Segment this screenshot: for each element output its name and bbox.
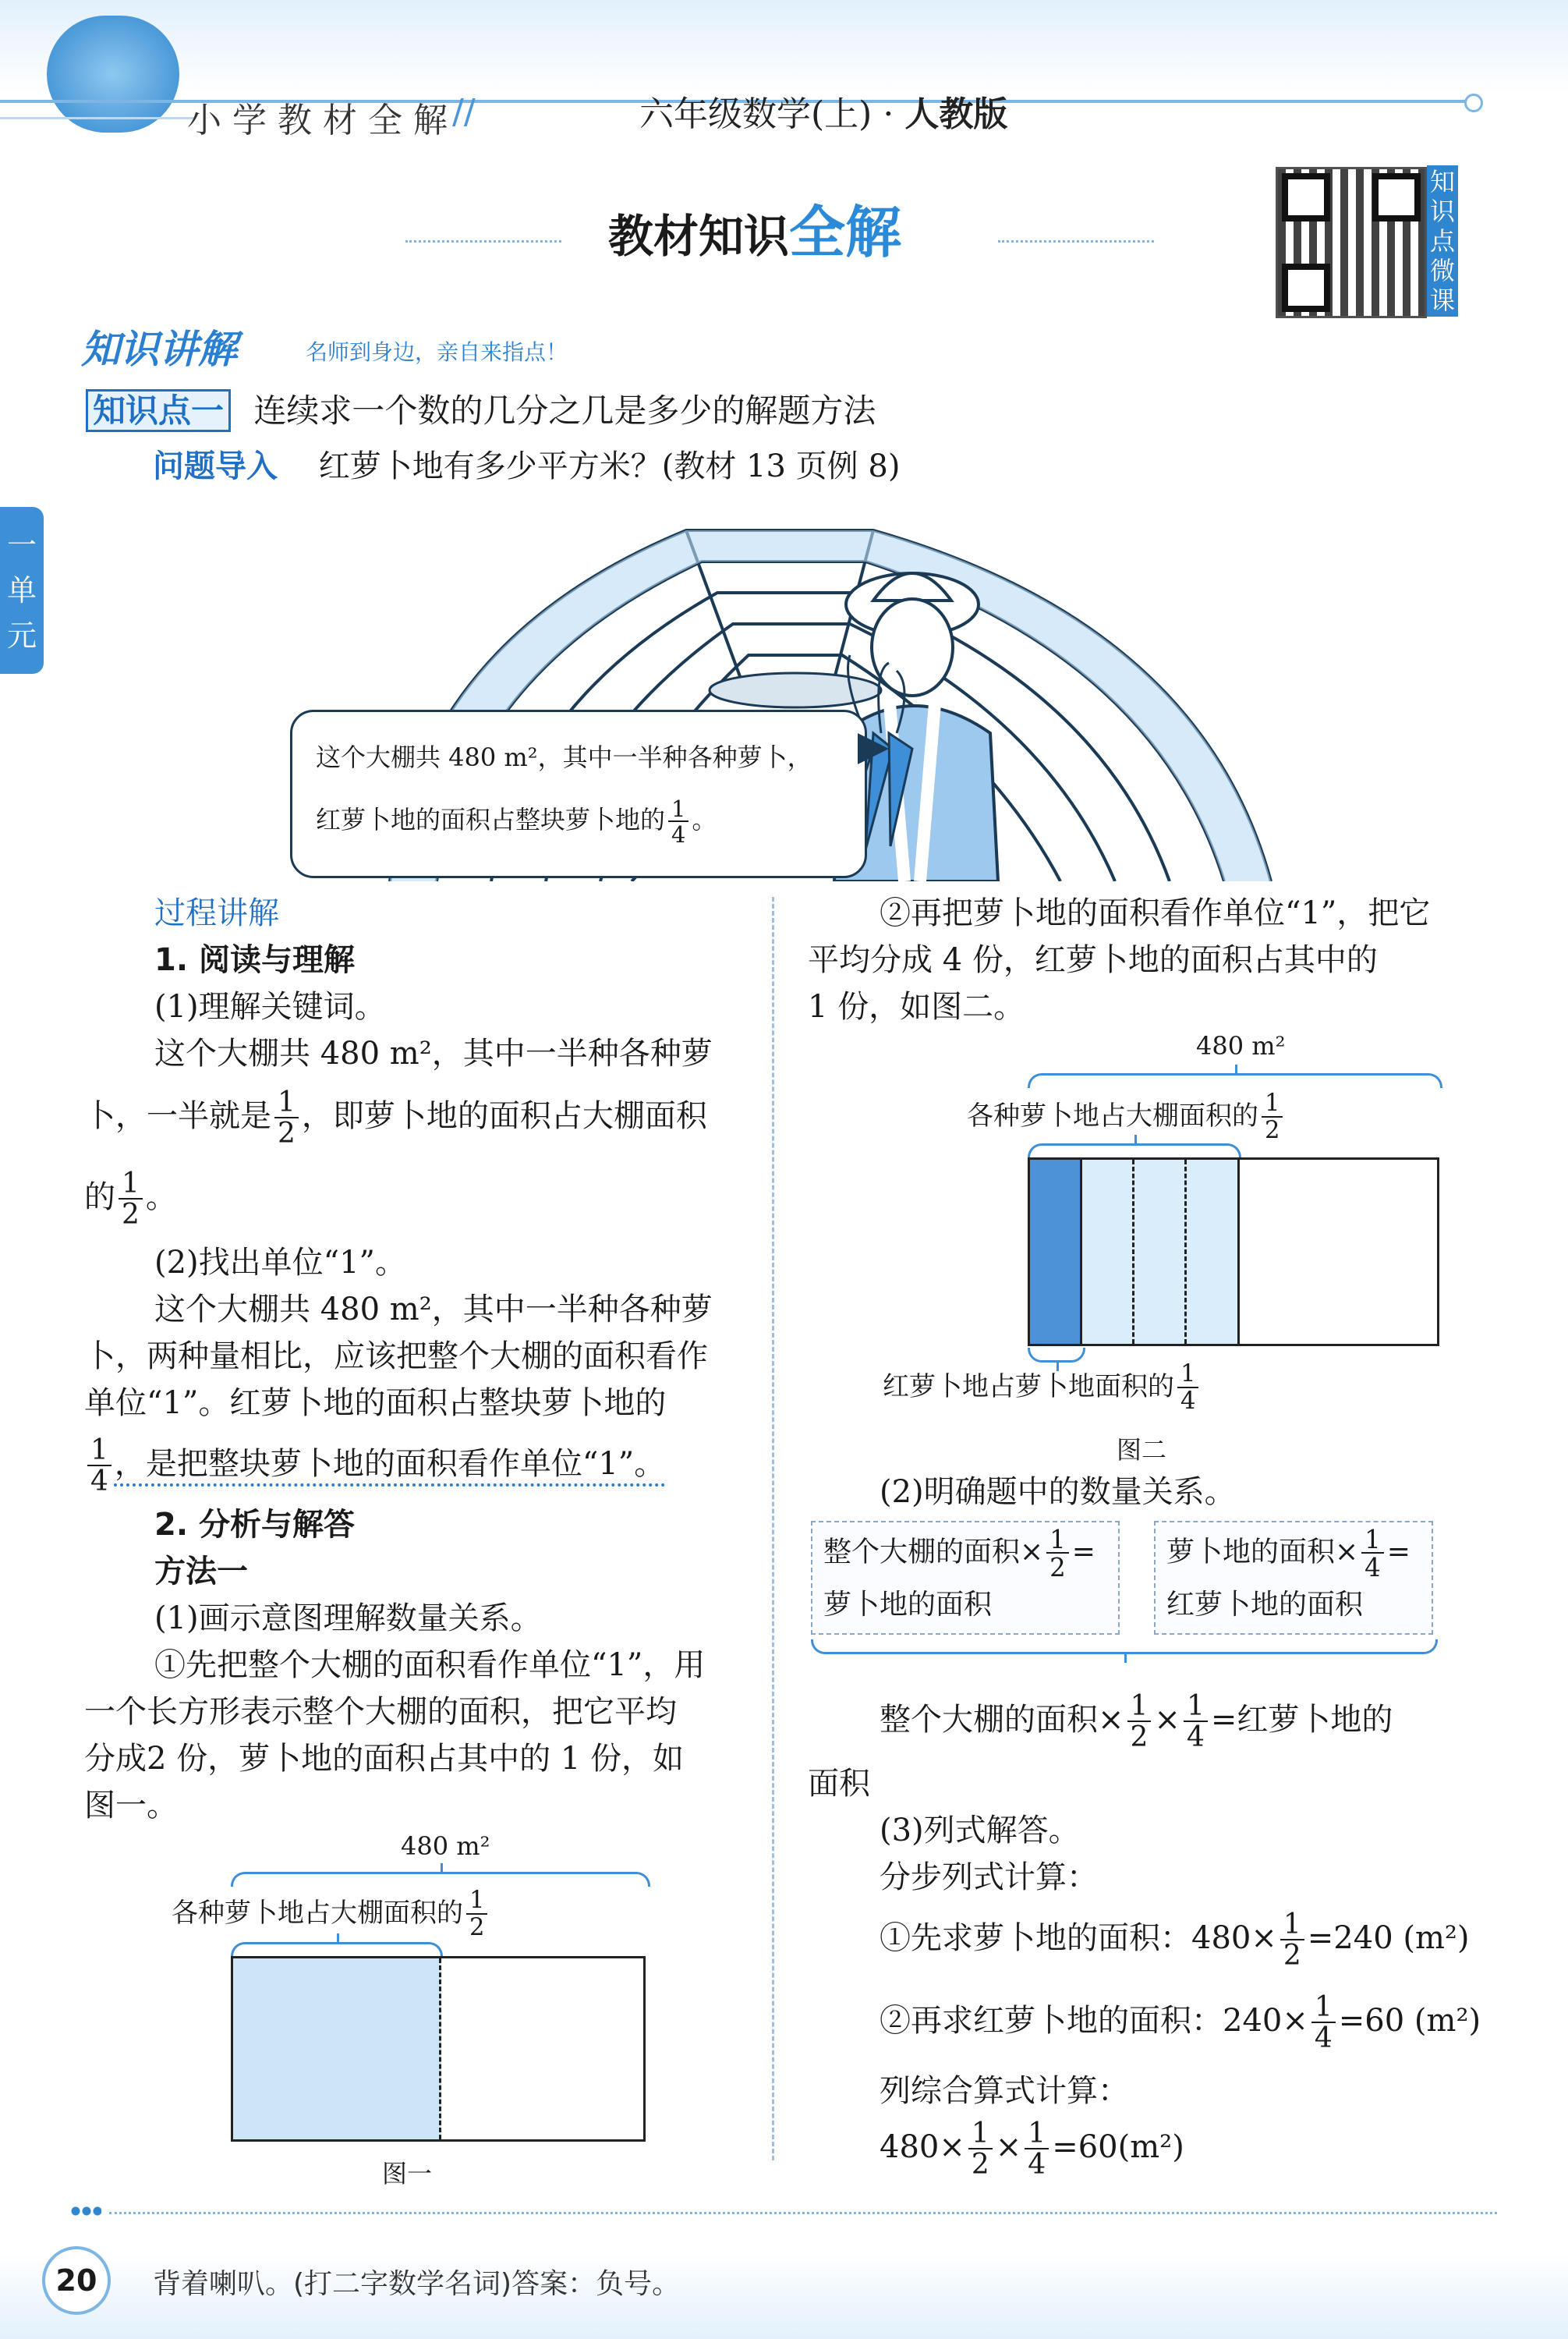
frac-num: 1	[469, 1887, 485, 1915]
book-name: 六年级数学(上)	[639, 94, 872, 134]
frac-den: 4	[1177, 1387, 1198, 1414]
rel-a: 整个大棚的面积×	[880, 1702, 1124, 1738]
frac-den: 2	[119, 1198, 143, 1229]
footer-dots	[70, 2206, 101, 2217]
box1-frac	[1046, 1527, 1069, 1581]
para-3a: ①先把整个大棚的面积看作单位“1”，用	[154, 1647, 706, 1683]
fig2-red-quarter	[1030, 1160, 1080, 1344]
r-para-1b: 平均分成 4 份，红萝卜地的面积占其中的	[808, 942, 1378, 978]
point-title: 连续求一个数的几分之几是多少的解题方法	[253, 392, 876, 430]
frac-den: 2	[1262, 1116, 1283, 1143]
relation-box-1	[811, 1521, 1120, 1635]
r-stepwise: 分步列式计算：	[880, 1859, 1098, 1895]
rel-frac-1	[1127, 1692, 1152, 1752]
series-title: 小学教材全解	[187, 101, 458, 140]
calc-3-frac-1	[968, 2120, 993, 2179]
fig1-total-brace	[231, 1872, 650, 1887]
box1-a: 整个大棚的面积×	[823, 1536, 1044, 1568]
frac-one-half-b	[119, 1170, 143, 1229]
frac-den: 4	[1311, 2022, 1336, 2053]
frac-num: 1	[1314, 1991, 1333, 2023]
frac-den: 4	[87, 1465, 111, 1496]
frac-den: 2	[1127, 1721, 1152, 1752]
separator-dot: ·	[883, 94, 905, 134]
para-1b	[84, 1086, 707, 1150]
frac-den: 4	[1361, 1552, 1384, 1580]
banner-left-dots	[405, 240, 561, 243]
frac-den: 2	[274, 1117, 299, 1148]
qr-corner-2	[1372, 173, 1421, 221]
speech-line-2b: 。	[692, 805, 717, 835]
frac-den: 4	[1025, 2148, 1049, 2179]
banner-right-dots	[998, 240, 1154, 243]
fig1-caption: 图一	[382, 2159, 433, 2188]
para-2d	[84, 1434, 666, 1497]
frac-den: 2	[466, 1913, 487, 1940]
para-2b: 卜，两种量相比，应该把整个大棚的面积看作	[84, 1338, 708, 1374]
edition-name: 人教版	[904, 94, 1008, 134]
column-divider	[772, 897, 774, 2160]
fig2-caption: 图二	[1117, 1435, 1167, 1465]
para-3d: 图一。	[84, 1788, 178, 1823]
step-diagram: (1)画示意图理解数量关系。	[154, 1600, 542, 1636]
r-para-1a: ②再把萝卜地的面积看作单位“1”，把它	[880, 895, 1431, 931]
qr-label: 知识点微课	[1427, 165, 1458, 317]
calc-3-frac-2	[1025, 2120, 1049, 2179]
fig2-half-brace	[1028, 1143, 1241, 1158]
r-step-solve: (3)列式解答。	[880, 1813, 1080, 1848]
fig2-div-4	[1237, 1160, 1240, 1344]
calc-3-c: =60(m²)	[1052, 2129, 1184, 2165]
calc-1	[880, 1908, 1470, 1972]
frac-num: 1	[1049, 1525, 1066, 1554]
intro-label: 问题导入	[153, 448, 278, 484]
header-band	[0, 0, 1568, 156]
knowledge-point	[86, 385, 876, 432]
calc-2	[880, 1993, 1481, 2053]
step-unit-one: (2)找出单位“1”。	[154, 1245, 407, 1281]
r-para-1c: 1 份，如图二。	[808, 989, 1025, 1025]
calc-1-a: ①先求萝卜地的面积：480×	[880, 1920, 1277, 1956]
qr-corner-1	[1282, 173, 1330, 221]
para-1c-b: 。	[145, 1179, 177, 1215]
para-2a: 这个大棚共 480 m²，其中一半种各种萝	[154, 1292, 713, 1327]
rel-b: ×	[1154, 1702, 1180, 1738]
speech-line-2a: 红萝卜地的面积占整块萝卜地的	[316, 805, 666, 835]
calc-2-a: ②再求红萝卜地的面积：240×	[880, 2003, 1308, 2039]
fig1-half-text: 各种萝卜地占大棚面积的	[172, 1898, 463, 1929]
h-read-understand: 1. 阅读与理解	[154, 942, 355, 978]
para-1b-b: ，即萝卜地的面积占大棚面积	[301, 1098, 707, 1134]
fig1-total-label: 480 m²	[401, 1831, 490, 1861]
speech-fraction	[668, 795, 688, 848]
frac-den: 2	[968, 2148, 993, 2179]
speech-frac-num: 1	[671, 795, 686, 822]
fig1-half-label	[172, 1886, 490, 1940]
calc-1-b: =240 (m²)	[1307, 1920, 1470, 1956]
fig2-div-1	[1080, 1160, 1082, 1344]
fig2-total-brace	[1028, 1073, 1442, 1088]
frac-num: 1	[1180, 1360, 1196, 1388]
fig2-total-label: 480 m²	[1196, 1031, 1286, 1061]
box2-c: 红萝卜地的面积	[1166, 1588, 1364, 1621]
banner-title	[608, 187, 901, 268]
relation-equation	[880, 1692, 1393, 1752]
frac-one-half-a	[274, 1086, 299, 1150]
frac-num: 1	[1130, 1690, 1149, 1722]
para-1c	[84, 1170, 177, 1229]
rel-c: =红萝卜地的	[1210, 1702, 1393, 1738]
frac-den: 4	[1184, 1721, 1208, 1752]
calc-1-frac	[1280, 1908, 1304, 1972]
para-2d-b: ，是把整块萝卜地的面积看作单位“1”。	[114, 1446, 666, 1482]
relation-box-2	[1154, 1521, 1433, 1635]
fig1-shaded-half	[233, 1958, 441, 2139]
box1-b: =	[1071, 1536, 1095, 1568]
process-heading: 过程讲解	[154, 895, 279, 931]
header-lines-2	[0, 117, 195, 119]
speech-line-1: 这个大棚共 480 m²，其中一半种各种萝卜，	[316, 742, 812, 772]
series-slash: //	[452, 92, 476, 132]
calc-3	[880, 2120, 1184, 2179]
method-one: 方法一	[154, 1554, 248, 1589]
frac-num: 1	[122, 1168, 140, 1200]
fig2-top-frac	[1262, 1092, 1283, 1143]
para-3c: 分成2 份，萝卜地的面积占其中的 1 份，如	[84, 1741, 685, 1777]
fig1-half-brace	[231, 1942, 443, 1957]
calc-2-frac	[1311, 1993, 1336, 2053]
calc-2-b: =60 (m²)	[1338, 2003, 1481, 2039]
section-slogan: 名师到身边，亲自来指点！	[306, 339, 568, 365]
frac-num: 1	[971, 2118, 989, 2149]
relation-brace	[811, 1639, 1438, 1654]
para-1a: 这个大棚共 480 m²，其中一半种各种萝	[154, 1036, 713, 1072]
header-dot	[1464, 94, 1483, 112]
footer-riddle: 背着喇叭。(打二字数学名词)答案：负号。	[153, 2268, 681, 2300]
banner-title-b: 全解	[789, 199, 902, 265]
fig2-div-2	[1132, 1160, 1134, 1344]
frac-one-quarter	[87, 1434, 111, 1497]
fig2-top-label	[967, 1089, 1286, 1143]
para-1b-a: 卜，一半就是	[84, 1098, 271, 1134]
fig2-bottom-label	[883, 1356, 1202, 1418]
calc-3-a: 480×	[880, 2129, 965, 2165]
fig2-div-3	[1184, 1160, 1187, 1344]
frac-num: 1	[1265, 1090, 1280, 1118]
box2-line1	[1166, 1527, 1421, 1581]
para-3b: 一个长方形表示整个大棚的面积，把它平均	[84, 1694, 677, 1730]
fig2-top-text: 各种萝卜地占大棚面积的	[967, 1100, 1258, 1132]
speech-frac-den: 4	[668, 820, 688, 846]
step-keywords: (1)理解关键词。	[154, 989, 386, 1025]
h-analyze-solve: 2. 分析与解答	[154, 1507, 355, 1543]
box2-b: =	[1386, 1536, 1410, 1568]
box2-a: 萝卜地的面积×	[1166, 1536, 1359, 1568]
relation-equation-end: 面积	[808, 1766, 870, 1802]
box2-frac	[1361, 1527, 1384, 1581]
unit-side-tab[interactable]: 一单元	[0, 507, 44, 674]
frac-num: 1	[90, 1434, 108, 1466]
book-title	[639, 86, 1007, 136]
frac-num: 1	[1364, 1525, 1381, 1554]
para-1c-a: 的	[84, 1179, 115, 1215]
header-gradient	[0, 0, 1568, 94]
speech-bubble	[290, 710, 867, 878]
knowledge-badge: 知识讲解	[81, 326, 237, 372]
r-combined: 列综合算式计算：	[880, 2073, 1129, 2109]
frac-num: 1	[1186, 1690, 1205, 1722]
logo-badge	[47, 16, 179, 133]
intro-text: 红萝卜地有多少平方米？(教材 13 页例 8)	[318, 448, 901, 484]
point-label: 知识点一	[86, 389, 231, 432]
frac-num: 1	[1028, 2118, 1046, 2149]
calc-3-b: ×	[995, 2129, 1022, 2165]
page-number: 20	[42, 2246, 111, 2315]
fig2-bottom-frac	[1177, 1360, 1198, 1415]
fig1-half-frac	[466, 1889, 487, 1940]
qr-corner-3	[1282, 264, 1330, 312]
fig2-bottom-text: 红萝卜地占萝卜地面积的	[883, 1371, 1174, 1402]
banner-title-a: 教材知识	[608, 210, 790, 263]
rel-frac-2	[1184, 1692, 1208, 1752]
para-2c: 单位“1”。红萝卜地的面积占整块萝卜地的	[84, 1385, 667, 1421]
speech-line-2	[316, 789, 841, 851]
problem-intro	[153, 441, 900, 486]
r-step-relation: (2)明确题中的数量关系。	[880, 1474, 1236, 1510]
frac-den: 2	[1280, 1939, 1304, 1970]
frac-den: 2	[1046, 1552, 1069, 1580]
box1-c: 萝卜地的面积	[823, 1588, 993, 1621]
box1-line1	[823, 1527, 1107, 1581]
footer-line	[109, 2212, 1497, 2214]
frac-num: 1	[278, 1086, 296, 1118]
frac-num: 1	[1283, 1908, 1301, 1940]
speech-tail	[858, 733, 889, 764]
